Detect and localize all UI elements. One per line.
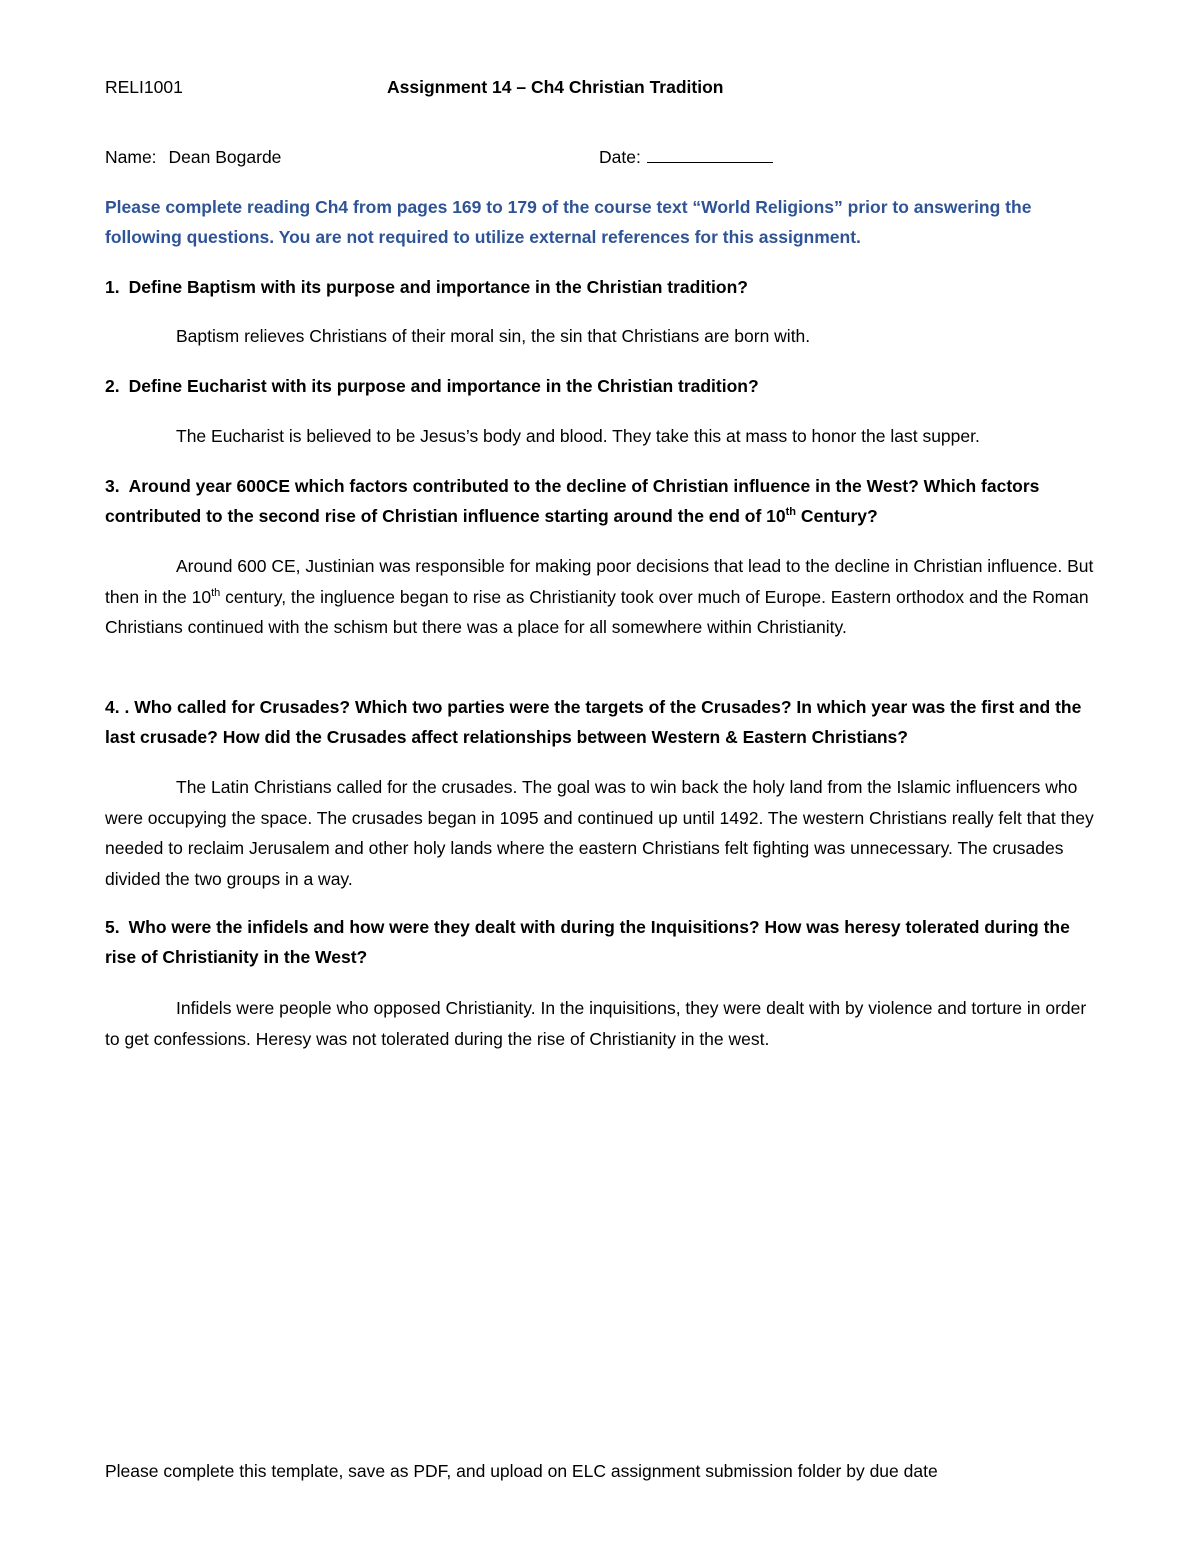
answer-text: Around 600 CE, Justinian was responsible for making poor decisions that lead to the decline in Christian influence. But then in the 10 (105, 556, 1094, 607)
question-text: Who were the infidels and how were they dealt with during the Inquisitions? How was heresy tolerated during the rise of Christianity in the West? (105, 917, 1070, 967)
question-4 (105, 692, 1095, 752)
name-label: Name: (105, 147, 157, 167)
date-row (599, 142, 773, 172)
answer-4: The Latin Christians called for the crusades. The goal was to win back the holy land from the Islamic influencers who were occupying the space. The crusades began in 1095 and continued up until 1492. The western Christians really felt that they needed to reclaim Jerusalem and other holy lands where the eastern Christians felt fighting was unnecessary. The crusades divided the two groups in a way. (105, 777, 1094, 889)
question-number: 2. (105, 376, 120, 396)
question-text: Around year 600CE which factors contributed to the decline of Christian influence in the West? Which factors contributed to the second rise of Christian influence starting around the end of 10 (105, 476, 1040, 526)
answer-2: The Eucharist is believed to be Jesus’s body and blood. They take this at mass to honor the last supper. (176, 426, 980, 446)
answer-1: Baptism relieves Christians of their moral sin, the sin that Christians are born with. (176, 326, 811, 346)
answer-5: Infidels were people who opposed Christianity. In the inquisitions, they were dealt with by violence and torture in order to get confessions. Heresy was not tolerated during the rise of Christianity in the west. (105, 998, 1087, 1049)
instructions: Please complete reading Ch4 from pages 169 to 179 of the course text “World Religions” prior to answering the following questions. You are not required to utilize external references for this assignment. (105, 197, 1032, 247)
document-title: Assignment 14 – Ch4 Christian Tradition (387, 77, 724, 97)
question-number: 5. (105, 917, 120, 937)
course-code: RELI1001 (105, 77, 183, 97)
question-text: Define Baptism with its purpose and importance in the Christian tradition? (128, 277, 748, 297)
question-1 (105, 272, 1095, 302)
question-text-end: Century? (796, 506, 878, 526)
superscript: th (785, 506, 797, 519)
name-value: Dean Bogarde (168, 147, 282, 167)
superscript: th (211, 586, 221, 599)
question-3 (105, 471, 1095, 531)
question-2 (105, 371, 1095, 401)
answer-text-end: century, the ingluence began to rise as Christianity took over much of Europe. Eastern orthodox and the Roman Christians continued with the schism but there was a place for all somewhere within Christianity. (105, 586, 1089, 637)
date-field (647, 144, 773, 163)
question-number: 4. (105, 697, 120, 717)
question-text: . Who called for Crusades? Which two parties were the targets of the Crusades? In which year was the first and the last crusade? How did the Crusades affect relationships between Western & Eastern Christians? (105, 697, 1082, 747)
name-row (105, 142, 281, 172)
question-number: 3. (105, 476, 120, 496)
question-5 (105, 912, 1095, 972)
question-number: 1. (105, 277, 120, 297)
footer-note: Please complete this template, save as PDF, and upload on ELC assignment submission folder by due date (105, 1461, 938, 1481)
answer-3 (105, 551, 1095, 643)
question-text: Define Eucharist with its purpose and importance in the Christian tradition? (128, 376, 759, 396)
date-label: Date: (599, 147, 641, 167)
